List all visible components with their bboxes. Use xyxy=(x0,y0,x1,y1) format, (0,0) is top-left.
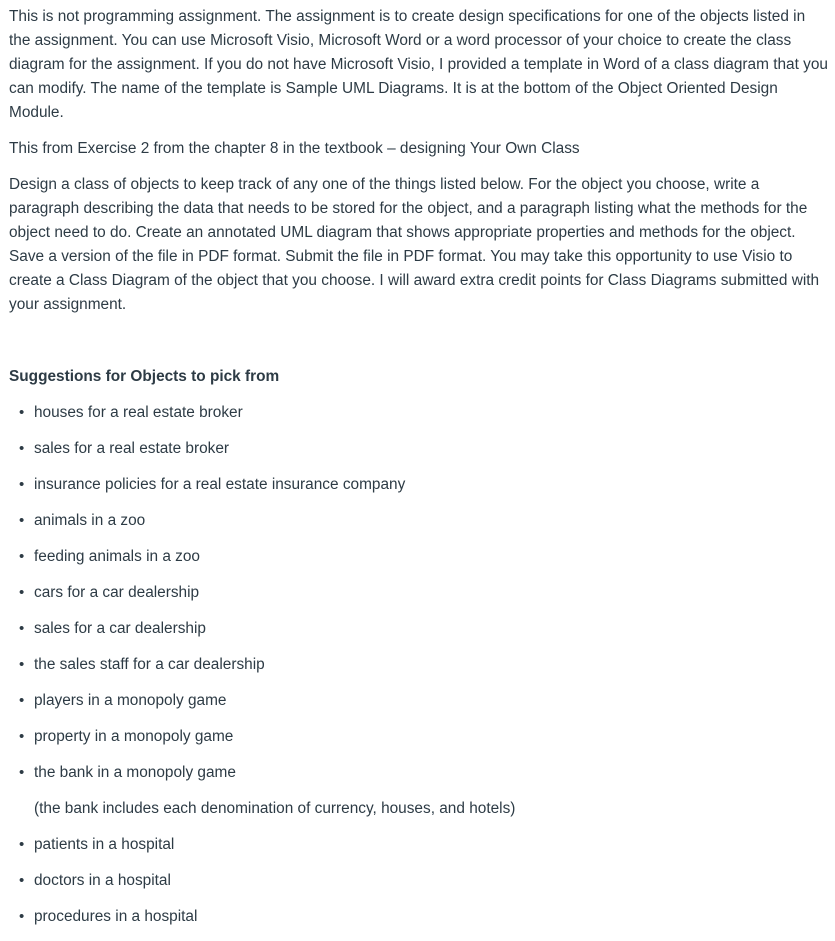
list-item xyxy=(9,725,809,749)
list-item xyxy=(9,437,809,461)
list-item xyxy=(9,581,809,605)
bullet-icon: • xyxy=(19,440,25,457)
list-item xyxy=(9,905,809,929)
bullet-icon: • xyxy=(19,872,25,889)
list-item xyxy=(9,869,809,893)
bullet-icon: • xyxy=(19,476,25,493)
list-item xyxy=(9,473,809,497)
bullet-icon: • xyxy=(19,656,25,673)
list-item-text: animals in a zoo xyxy=(34,512,146,529)
list-item xyxy=(9,509,809,533)
bullet-icon: • xyxy=(19,548,25,565)
list-item-text: houses for a real estate broker xyxy=(34,404,243,421)
intro-paragraph-1: This is not programming assignment. The assignment is to create design specifications for one of the objects listed in the assignment. You can use Microsoft Visio, Microsoft Word or a word processor of your choice to create the class diagram for the assignment. If you do not have Microsoft Visio, I provided a template in Word of a class diagram that you can modify. The name of the template is Sample UML Diagrams. It is at the bottom of the Object Oriented Design Module. xyxy=(9,8,828,121)
list-item xyxy=(9,761,809,785)
list-item-text: sales for a real estate broker xyxy=(34,440,230,457)
list-item-text: cars for a car dealership xyxy=(34,584,200,601)
list-item xyxy=(9,545,809,569)
list-item-text: patients in a hospital xyxy=(34,836,175,853)
list-item-text: feeding animals in a zoo xyxy=(34,548,200,565)
list-item-note xyxy=(9,797,809,821)
bullet-icon: • xyxy=(19,764,25,781)
list-item xyxy=(9,401,809,425)
list-item-text: property in a monopoly game xyxy=(34,728,234,745)
bullet-icon: • xyxy=(19,692,25,709)
list-item-text: doctors in a hospital xyxy=(34,872,171,889)
list-item-text: the sales staff for a car dealership xyxy=(34,656,265,673)
list-item xyxy=(9,653,809,677)
bullet-icon: • xyxy=(19,908,25,925)
list-item-text: the bank in a monopoly game xyxy=(34,764,236,781)
intro-paragraph-2: This from Exercise 2 from the chapter 8 in the textbook – designing Your Own Class xyxy=(9,140,580,157)
bullet-icon: • xyxy=(19,512,25,529)
bullet-icon: • xyxy=(19,584,25,601)
suggestions-heading: Suggestions for Objects to pick from xyxy=(9,368,280,385)
list-item-text: (the bank includes each denomination of currency, houses, and hotels) xyxy=(34,800,516,817)
list-item-text: insurance policies for a real estate insurance company xyxy=(34,476,406,493)
bullet-icon: • xyxy=(19,836,25,853)
bullet-icon: • xyxy=(19,620,25,637)
list-item-text: procedures in a hospital xyxy=(34,908,198,925)
list-item-text: sales for a car dealership xyxy=(34,620,206,637)
intro-paragraph-3: Design a class of objects to keep track of any one of the things listed below. For the object you choose, write a paragraph describing the data that needs to be stored for the object, and a paragraph listing what the methods for the object need to do. Create an annotated UML diagram that shows appropriate properties and methods for the object. Save a version of the file in PDF format. Submit the file in PDF format. You may take this opportunity to use Visio to create a Class Diagram of the object that you choose. I will award extra credit points for Class Diagrams submitted with your assignment. xyxy=(9,176,820,313)
list-item xyxy=(9,689,809,713)
bullet-icon: • xyxy=(19,728,25,745)
list-item xyxy=(9,833,809,857)
bullet-icon: • xyxy=(19,404,25,421)
list-item-text: players in a monopoly game xyxy=(34,692,227,709)
list-item xyxy=(9,617,809,641)
suggestions-list xyxy=(9,401,809,941)
